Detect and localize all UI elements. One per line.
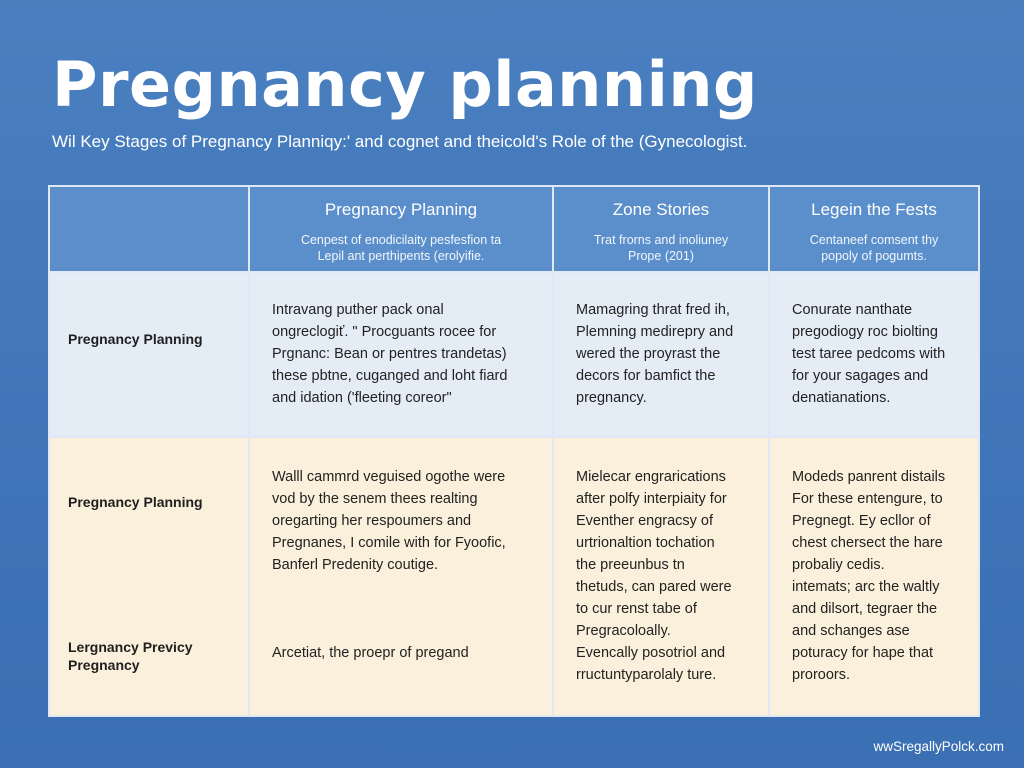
cell-line: pregnancy. xyxy=(576,390,647,406)
footer-credit: wwSregallyPolck.com xyxy=(873,739,1004,754)
cell-line: decors for bamfict the xyxy=(576,368,716,384)
cell-line: intemats; arc the waltly xyxy=(792,579,940,595)
table-header-pregnancy-planning xyxy=(250,187,552,271)
cell-line: wered the proyrast the xyxy=(576,346,721,362)
cell-line: Eventher engracsy of xyxy=(576,513,714,529)
cell-line: for your sagages and xyxy=(792,368,929,384)
column-title: Pregnancy Planning xyxy=(324,200,478,219)
table-header-corner xyxy=(50,187,248,271)
cell-line: proroors. xyxy=(792,667,851,683)
cell-line: Intravang puther pack onal xyxy=(272,302,444,318)
table-cell xyxy=(554,273,768,436)
cell-line: Walll cammrd veguised ogothe were xyxy=(272,469,506,485)
cell-line: oregarting her respoumers and xyxy=(272,513,472,529)
cell-line: probaliy cedis. xyxy=(792,557,885,573)
table-row-label-secondary xyxy=(68,638,193,674)
cell-line: Pregnegt. Ey ecllor of xyxy=(792,513,931,529)
table-header-legein-the-fests xyxy=(770,187,978,271)
table-row-label: Pregnancy Planning xyxy=(68,494,203,510)
table-header-zone-stories xyxy=(554,187,768,271)
cell-line: ongreclogiť. " Procguants rocee for xyxy=(272,324,497,340)
cell-line: Banferl Predenity coutige. xyxy=(272,557,439,573)
cell-line: thetuds, can pared were xyxy=(576,579,732,595)
table-row-label-cell xyxy=(50,438,248,715)
cell-line: and dilsort, tegraer the xyxy=(792,601,938,617)
column-subtitle-line: Lepil ant perthipents (erolyifie. xyxy=(317,249,485,263)
table-cell xyxy=(250,438,552,715)
cell-line: pregodiogy roc biolting xyxy=(792,324,938,340)
cell-line: and idation ('fleeting coreor" xyxy=(272,390,452,406)
cell-line: Prgnanc: Bean or pentres trandetas) xyxy=(272,346,507,362)
column-subtitle-line: Prope (201) xyxy=(627,249,694,263)
column-subtitle xyxy=(770,232,978,264)
table-cell xyxy=(554,438,768,715)
cell-line: denatianations. xyxy=(792,390,891,406)
cell-line: Conurate nanthate xyxy=(792,302,913,318)
cell-line: chest chersect the hare xyxy=(792,535,943,551)
cell-line: these pbtne, cuganged and loht fiard xyxy=(272,368,508,384)
table-cell xyxy=(770,273,978,436)
cell-line: after polfy interpiaity for xyxy=(576,491,727,507)
column-subtitle xyxy=(554,232,768,264)
cell-line: For these entengure, to xyxy=(792,491,943,507)
table-cell xyxy=(250,273,552,436)
row-label-line: Lergnancy Previcy xyxy=(68,639,193,655)
column-title: Legein the Fests xyxy=(811,200,937,219)
cell-line: Evencally posotriol and xyxy=(576,645,726,661)
column-subtitle-line: Cenpest of enodicilaity pesfesfion ta xyxy=(300,233,502,247)
table-cell xyxy=(770,438,978,715)
column-subtitle-line: Centaneef comsent thy xyxy=(809,233,939,247)
stages-table xyxy=(48,185,980,717)
cell-line: Plemning medirepry and xyxy=(576,324,734,340)
cell-line: Pregracoloally. xyxy=(576,623,671,639)
cell-line: Mielecar engrarications xyxy=(576,469,726,485)
cell-line: the preeunbus tn xyxy=(576,557,685,573)
cell-line: Mamagring thrat fred ih, xyxy=(576,302,730,318)
cell-line: rructuntyparolaly ture. xyxy=(576,667,717,683)
cell-line: Pregnanes, I comile with for Fyoofic, xyxy=(272,535,506,551)
cell-line: and schanges ase xyxy=(792,623,910,639)
column-subtitle-line: Trat frorns and inoliuney xyxy=(593,233,729,247)
column-title: Zone Stories xyxy=(612,200,710,219)
cell-line: poturacy for hape that xyxy=(792,645,934,661)
page-title: Pregnancy planning xyxy=(52,48,758,121)
cell-line-extra: Arcetiat, the proepr of pregand xyxy=(272,645,469,661)
column-subtitle-line: popoly of pogumts. xyxy=(821,249,927,263)
page-subtitle: Wil Key Stages of Pregnancy Planniqy:' and cognet and theicold's Role of the (Gynecologist. xyxy=(52,132,748,151)
row-label-line: Pregnancy xyxy=(68,657,140,673)
cell-line: urtrionaltion tochation xyxy=(576,535,715,551)
cell-line: vod by the senem thees realting xyxy=(272,491,478,507)
column-subtitle xyxy=(250,232,552,264)
cell-line: Modeds panrent distails xyxy=(792,469,946,485)
cell-line: to cur renst tabe of xyxy=(576,601,697,617)
table-row-label: Pregnancy Planning xyxy=(50,273,248,436)
cell-line: test taree pedcoms with xyxy=(792,346,946,362)
